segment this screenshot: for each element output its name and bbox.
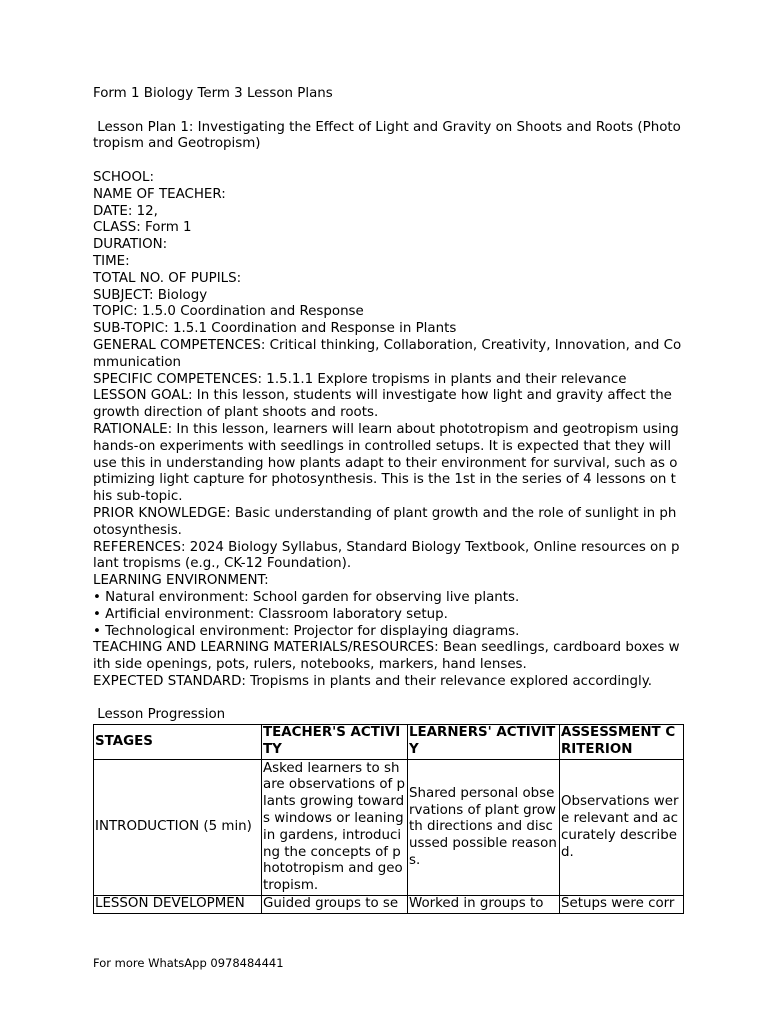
field-lesson-goal: LESSON GOAL: In this lesson, students will investigate how light and gravity affect the growth direction of plant shoots and roots. xyxy=(93,388,677,421)
env-technological: • Technological environment: Projector for displaying diagrams. xyxy=(93,623,520,639)
env-natural: • Natural environment: School garden for observing live plants. xyxy=(93,589,520,605)
cell-assessment: Setups were corr xyxy=(560,896,684,914)
document-body xyxy=(93,86,683,914)
lesson-title: Lesson Plan 1: Investigating the Effect of Light and Gravity on Shoots and Roots (Phototropism and Geotropism) xyxy=(93,119,681,152)
cell-learners-activity: Worked in groups to xyxy=(408,896,560,914)
cell-assessment: Observations were relevant and accurately described. xyxy=(560,760,684,896)
field-specific-competences: SPECIFIC COMPETENCES: 1.5.1.1 Explore tropisms in plants and their relevance xyxy=(93,371,627,387)
cell-stage: LESSON DEVELOPMEN xyxy=(94,896,262,914)
cell-learners-activity: Shared personal observations of plant growth directions and discussed possible reasons. xyxy=(408,760,560,896)
progression-heading: Lesson Progression xyxy=(93,707,226,723)
header-teacher-activity: TEACHER'S ACTIVITY xyxy=(262,725,408,760)
field-time: TIME: xyxy=(93,253,130,269)
table-header-row xyxy=(94,725,684,760)
field-pupils: TOTAL NO. OF PUPILS: xyxy=(93,270,242,286)
field-rationale: RATIONALE: In this lesson, learners will learn about phototropism and geotropism using hands-on experiments with seedlings in controlled setups. It is expected that they will use this in understanding how plants adapt to their environment for survival, such as optimizing light capture for photosynthesis. This is the 1st in the series of 4 lessons on this sub-topic. xyxy=(93,421,683,505)
field-teacher: NAME OF TEACHER: xyxy=(93,186,226,202)
field-general-competences: GENERAL COMPETENCES: Critical thinking, Collaboration, Creativity, Innovation, and Communication xyxy=(93,337,682,370)
field-class: CLASS: Form 1 xyxy=(93,220,192,236)
cell-teacher-activity: Guided groups to se xyxy=(262,896,408,914)
header-assessment: ASSESSMENT CRITERION xyxy=(560,725,684,760)
field-duration: DURATION: xyxy=(93,237,168,253)
field-subtopic: SUB-TOPIC: 1.5.1 Coordination and Response in Plants xyxy=(93,321,457,337)
cell-teacher-activity: Asked learners to share observations of plants growing towards windows or leaning in gardens, introducing the concepts of phototropism and geotropism. xyxy=(262,760,408,896)
field-prior-knowledge: PRIOR KNOWLEDGE: Basic understanding of plant growth and the role of sunlight in photosynthesis. xyxy=(93,505,677,538)
env-artificial: • Artificial environment: Classroom laboratory setup. xyxy=(93,606,448,622)
lesson-progression-table xyxy=(93,724,684,914)
field-school: SCHOOL: xyxy=(93,169,154,185)
field-references: REFERENCES: 2024 Biology Syllabus, Standard Biology Textbook, Online resources on plant tropisms (e.g., CK-12 Foundation). xyxy=(93,539,680,572)
field-date: DATE: 12, xyxy=(93,203,158,219)
table-row xyxy=(94,760,684,896)
field-topic: TOPIC: 1.5.0 Coordination and Response xyxy=(93,304,364,320)
table-row xyxy=(94,896,684,914)
field-expected-standard: EXPECTED STANDARD: Tropisms in plants and their relevance explored accordingly. xyxy=(93,673,653,689)
header-learners-activity: LEARNERS' ACTIVITY xyxy=(408,725,560,760)
field-materials: TEACHING AND LEARNING MATERIALS/RESOURCES: Bean seedlings, cardboard boxes with side openings, pots, rulers, notebooks, markers, hand lenses. xyxy=(93,640,680,673)
header-stages: STAGES xyxy=(94,725,262,760)
field-subject: SUBJECT: Biology xyxy=(93,287,208,303)
field-learning-environment: LEARNING ENVIRONMENT: xyxy=(93,573,269,589)
document-title: Form 1 Biology Term 3 Lesson Plans xyxy=(93,86,333,101)
cell-stage: INTRODUCTION (5 min) xyxy=(94,760,262,896)
footer-contact: For more WhatsApp 0978484441 xyxy=(93,956,284,970)
